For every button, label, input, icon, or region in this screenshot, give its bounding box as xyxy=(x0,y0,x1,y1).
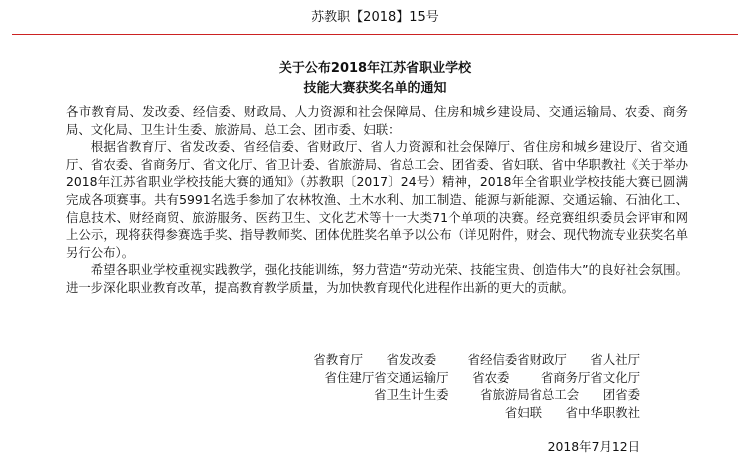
signer-line: 省卫生计生委 省旅游局省总工会 团省委 xyxy=(374,387,640,403)
body-paragraph-2: 希望各职业学校重视实践教学，强化技能训练，努力营造“劳动光荣、技能宝贵、创造伟大”的良好社会氛围。进一步深化职业教育改革，提高教育教学质量，为加快教育现代化进程作出新的更大的贡献。 xyxy=(66,262,688,295)
document-title xyxy=(0,59,750,99)
signer-line: 省教育厅 省发改委 省经信委省财政厅 省人社厅 xyxy=(313,352,640,367)
title-line-1: 关于公布2018年江苏省职业学校 xyxy=(278,61,472,76)
title-line-2: 技能大赛获奖名单的通知 xyxy=(303,81,447,96)
header-divider xyxy=(12,34,738,35)
addressees: 各市教育局、发改委、经信委、财政局、人力资源和社会保障局、住房和城乡建设局、交通运输局、农委、商务局、文化局、卫生计生委、旅游局、总工会、团市委、妇联： xyxy=(66,104,688,137)
issuing-agencies xyxy=(220,351,640,421)
issue-date: 2018年7月12日 xyxy=(547,439,640,454)
body-paragraph-1: 根据省教育厅、省发改委、省经信委、省财政厅、省人力资源和社会保障厅、省住房和城乡建设厅、省交通厅、省农委、省商务厅、省文化厅、省卫计委、省旅游局、省总工会、团省委、省妇联、省中华职教社《关于举办2018年江苏省职业学校技能大赛的通知》（苏教职〔2017〕24号）精神，2018年全省职业学校技能大赛已圆满完成各项赛事。共有5991名选手参加了农林牧渔、土木水利、加工制造、能源与新能源、交通运输、石油化工、信息技术、财经商贸、旅游服务、医药卫生、文化艺术等十一大类71个单项的决赛。经竞赛组织委员会评审和网上公示，现将获得参赛选手奖、指导教师奖、团体优胜奖名单予以公布（详见附件，财会、现代物流专业获奖名单另行公布）。 xyxy=(66,139,688,260)
signer-line: 省住建厅省交通运输厅 省农委 省商务厅省文化厅 xyxy=(324,369,640,385)
document-body xyxy=(66,103,688,297)
document-number: 苏教职【2018】15号 xyxy=(311,10,439,25)
signer-line: 省妇联 省中华职教社 xyxy=(504,404,640,420)
